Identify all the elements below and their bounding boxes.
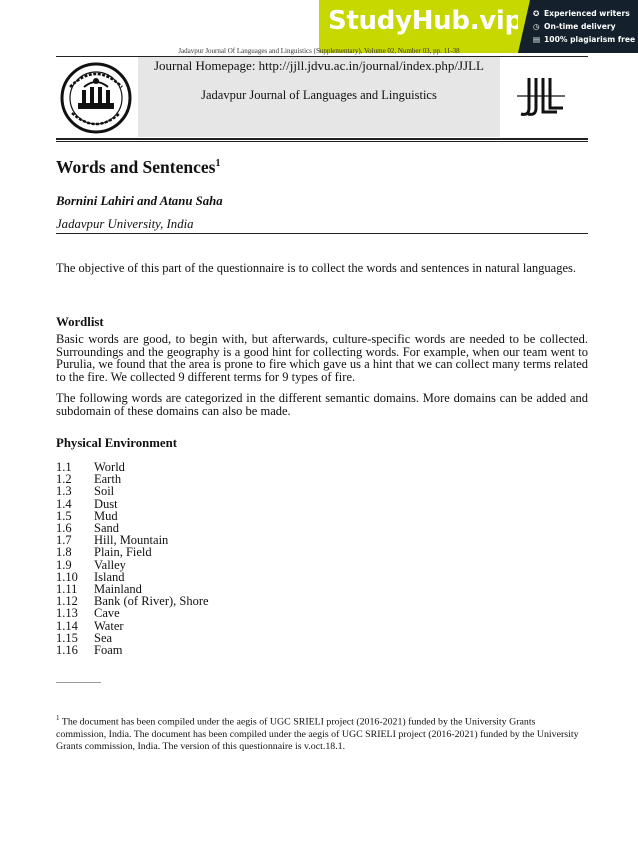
list-item-term: Mud — [94, 508, 118, 523]
list-item-number: 1.8 — [56, 545, 72, 560]
list-item — [56, 461, 209, 473]
list-item — [56, 485, 209, 497]
star-icon: ✪ — [533, 9, 540, 18]
list-item — [56, 620, 209, 632]
list-item-number: 1.2 — [56, 472, 72, 487]
university-seal-logo — [56, 59, 136, 137]
list-item-number: 1.9 — [56, 557, 72, 572]
list-item-number: 1.16 — [56, 643, 78, 658]
physical-environment-heading: Physical Environment — [56, 436, 177, 450]
list-item-term: Valley — [94, 557, 126, 572]
list-item-number: 1.14 — [56, 618, 78, 633]
list-item — [56, 473, 209, 485]
list-item-number: 1.11 — [56, 582, 78, 597]
banner-feature: ▤ 100% plagiarism free — [533, 35, 636, 44]
list-item-number: 1.7 — [56, 533, 72, 548]
header-bottom-rule-thin — [56, 141, 588, 142]
title-block-rule — [56, 233, 588, 234]
intro-paragraph: The objective of this part of the questionnaire is to collect the words and sentences in natural languages. — [56, 261, 576, 275]
list-item-term: World — [94, 460, 125, 474]
list-item-term: Sea — [94, 630, 113, 645]
article-title: Words and Sentences$^1$ — [56, 157, 221, 177]
journal-citation: Jadavpur Journal Of Languages and Linguistics (Supplementary), Volume 02, Number 03, pp. 11-38 — [178, 47, 460, 55]
list-item — [56, 498, 209, 510]
wordlist-heading: Wordlist — [56, 315, 104, 329]
list-item-number: 1.15 — [56, 630, 78, 645]
header-bottom-rule — [56, 138, 588, 140]
list-item-number: 1.10 — [56, 569, 78, 584]
list-item-number: 1.6 — [56, 521, 72, 536]
banner-logo: StudyHub.vip — [328, 6, 523, 36]
journal-title: Jadavpur Journal of Languages and Linguistics — [201, 88, 437, 102]
article-authors: Bornini Lahiri and Atanu Saha — [56, 194, 223, 208]
word-list — [56, 461, 209, 656]
list-item — [56, 559, 209, 571]
banner-fold — [518, 0, 530, 53]
list-item-term: Earth — [94, 472, 122, 487]
list-item — [56, 546, 209, 558]
list-item — [56, 510, 209, 522]
list-item — [56, 595, 209, 607]
list-item-term: Foam — [94, 643, 123, 658]
list-item-term: Plain, Field — [94, 545, 152, 560]
banner-features — [533, 7, 635, 46]
journal-homepage-link[interactable]: Journal Homepage: http://jjll.jdvu.ac.in/journal/index.php/JJLL — [153, 58, 484, 73]
ad-banner[interactable] — [319, 0, 638, 53]
banner-feature: ✪ Experienced writers — [533, 9, 630, 18]
banner-feature: ◷ On-time delivery — [533, 22, 616, 31]
list-item-number: 1.4 — [56, 496, 72, 511]
list-item-number: 1.13 — [56, 606, 78, 621]
list-item — [56, 607, 209, 619]
list-item-term: Mainland — [94, 582, 142, 597]
wordlist-paragraph-2: The following words are categorized in the different semantic domains. More domains can be added and subdomain of these domains can also be made. — [56, 391, 588, 418]
list-item — [56, 632, 209, 644]
list-item-term: Dust — [94, 496, 118, 511]
list-item-number: 1.12 — [56, 594, 78, 609]
footnote — [56, 712, 588, 754]
clock-icon: ◷ — [533, 22, 540, 31]
list-item — [56, 644, 209, 656]
list-item-number: 1.3 — [56, 484, 72, 499]
list-item-term: Water — [94, 618, 124, 633]
title-footnote-mark[interactable]: 1 — [215, 158, 221, 170]
document-check-icon: ▤ — [533, 35, 541, 44]
list-item-term: Sand — [94, 521, 119, 536]
footnote-text: The document has been compiled under the aegis of UGC SRIELI project (2016-2021) funded by the University Grants commission, India. The document has been compiled under the aegis of UGC SRIELI project (2016-2021) funded by the University Grants commission, India. The version of this questionnaire is v.oct.18.1. — [56, 716, 579, 753]
footnote-mark: 1 — [56, 714, 60, 722]
footnote-separator — [56, 682, 101, 683]
list-item-term: Cave — [94, 606, 120, 621]
list-item-term: Hill, Mountain — [94, 533, 169, 548]
list-item-number: 1.5 — [56, 508, 72, 523]
jjll-logo — [505, 68, 575, 128]
banner-logo-box — [319, 0, 523, 53]
list-item-term: Soil — [94, 484, 115, 499]
list-item-term: Island — [94, 569, 125, 584]
author-affiliation: Jadavpur University, India — [56, 217, 194, 231]
list-item-term: Bank (of River), Shore — [94, 594, 209, 609]
wordlist-paragraph-1: Basic words are good, to begin with, but afterwards, culture-specific words are needed to be collected. Surroundings and the geography is a good hint for collecting words. For example, when our team went to Purulia, we found that the area is prone to fire which gave us a hint that we can collect many terms related to the fire. We collected 9 different terms for 9 types of fire. — [56, 332, 588, 385]
list-item-number: 1.1 — [56, 460, 72, 474]
